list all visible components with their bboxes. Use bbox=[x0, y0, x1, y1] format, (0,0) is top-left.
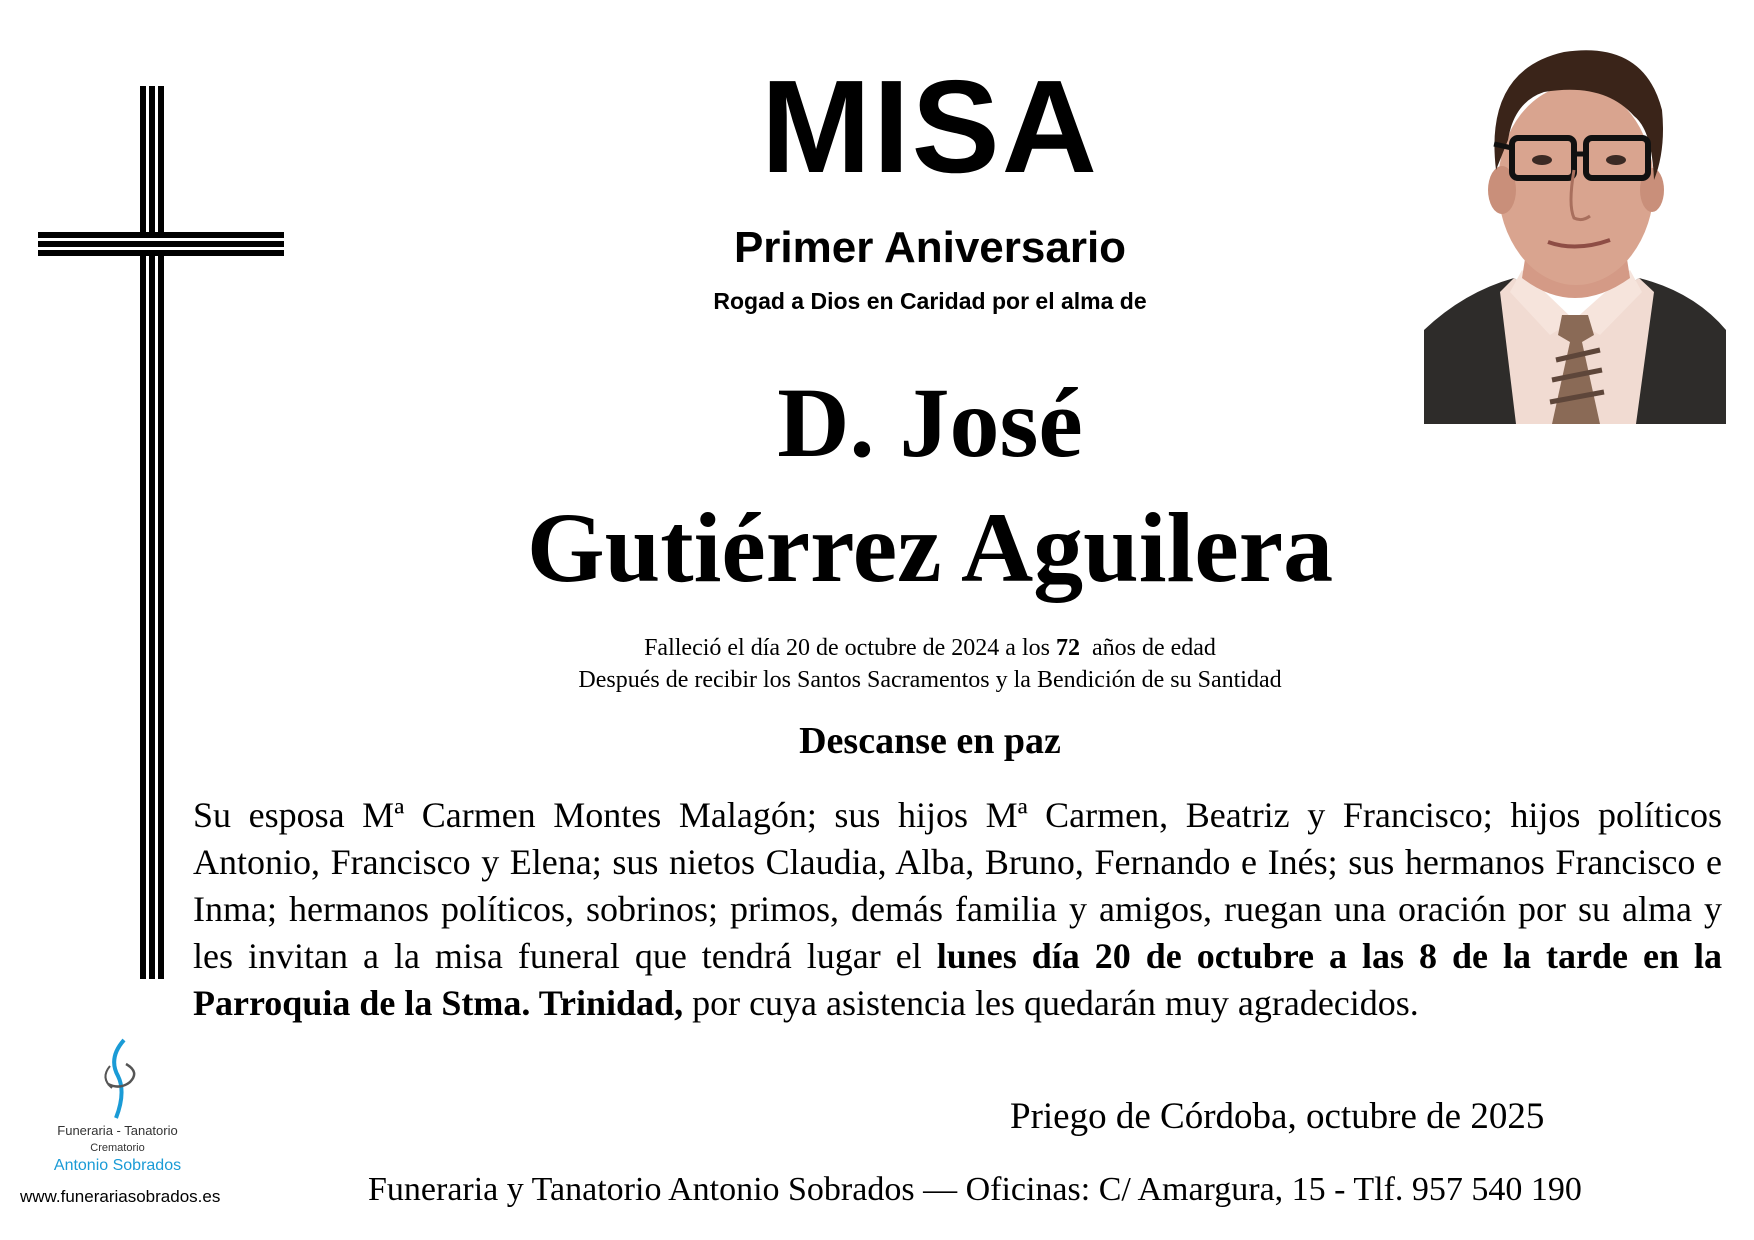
death-info bbox=[400, 632, 1460, 664]
logo-line3: Antonio Sobrados bbox=[53, 1157, 182, 1174]
death-suffix: años de edad bbox=[1091, 635, 1216, 661]
deceased-name-line2: Gutiérrez Aguilera bbox=[526, 492, 1334, 603]
family-text: Su esposa Mª Carmen Montes Malagón; sus hijos Mª Carmen, Beatriz y Francisco; hijos políticos Antonio, Francisco y Elena; sus nietos Claudia, Alba, Bruno, Fernando e Inés; sus hermanos Francisco e Inma; hermanos políticos, sobrinos; primos, demás familia y amigos, ruegan una oración por su alma y les invitan a la misa funeral que tendrá lugar el bbox=[193, 795, 1722, 976]
website-url: www.funerariasobrados.es bbox=[20, 1187, 221, 1206]
logo-line1: Funeraria - Tanatorio bbox=[57, 1123, 178, 1138]
mass-details: lunes día 20 de octubre a las 8 de la tarde en la Parroquia de la Stma. Trinidad, bbox=[193, 936, 1722, 1023]
funeral-home-logo-icon bbox=[96, 1036, 146, 1121]
age-value: 72 bbox=[1055, 635, 1080, 661]
closing-text: por cuya asistencia les quedarán muy agradecidos. bbox=[683, 983, 1419, 1023]
footer-contact: Funeraria y Tanatorio Antonio Sobrados — Oficinas: C/ Amargura, 15 - Tlf. 957 540 190 bbox=[368, 1171, 1582, 1208]
family-paragraph bbox=[193, 792, 1722, 1027]
anniversary-subtitle: Primer Aniversario bbox=[733, 223, 1127, 272]
portrait-photo bbox=[1424, 30, 1726, 424]
cross-vertical-bar bbox=[140, 86, 164, 979]
prayer-line: Rogad a Dios en Caridad por el alma de bbox=[713, 288, 1147, 314]
death-prefix: Falleció el día 20 de octubre de 2024 a los bbox=[644, 635, 1050, 661]
sacraments-line: Después de recibir los Santos Sacramentos y la Bendición de su Santidad bbox=[578, 667, 1282, 693]
place-date: Priego de Córdoba, octubre de 2025 bbox=[1010, 1096, 1545, 1137]
logo-line2: Crematorio bbox=[90, 1142, 145, 1154]
deceased-name-line1: D. José bbox=[777, 367, 1083, 478]
cross-horizontal-bar bbox=[38, 232, 284, 256]
rest-in-peace: Descanse en paz bbox=[799, 720, 1061, 762]
page-title: MISA bbox=[761, 53, 1099, 200]
